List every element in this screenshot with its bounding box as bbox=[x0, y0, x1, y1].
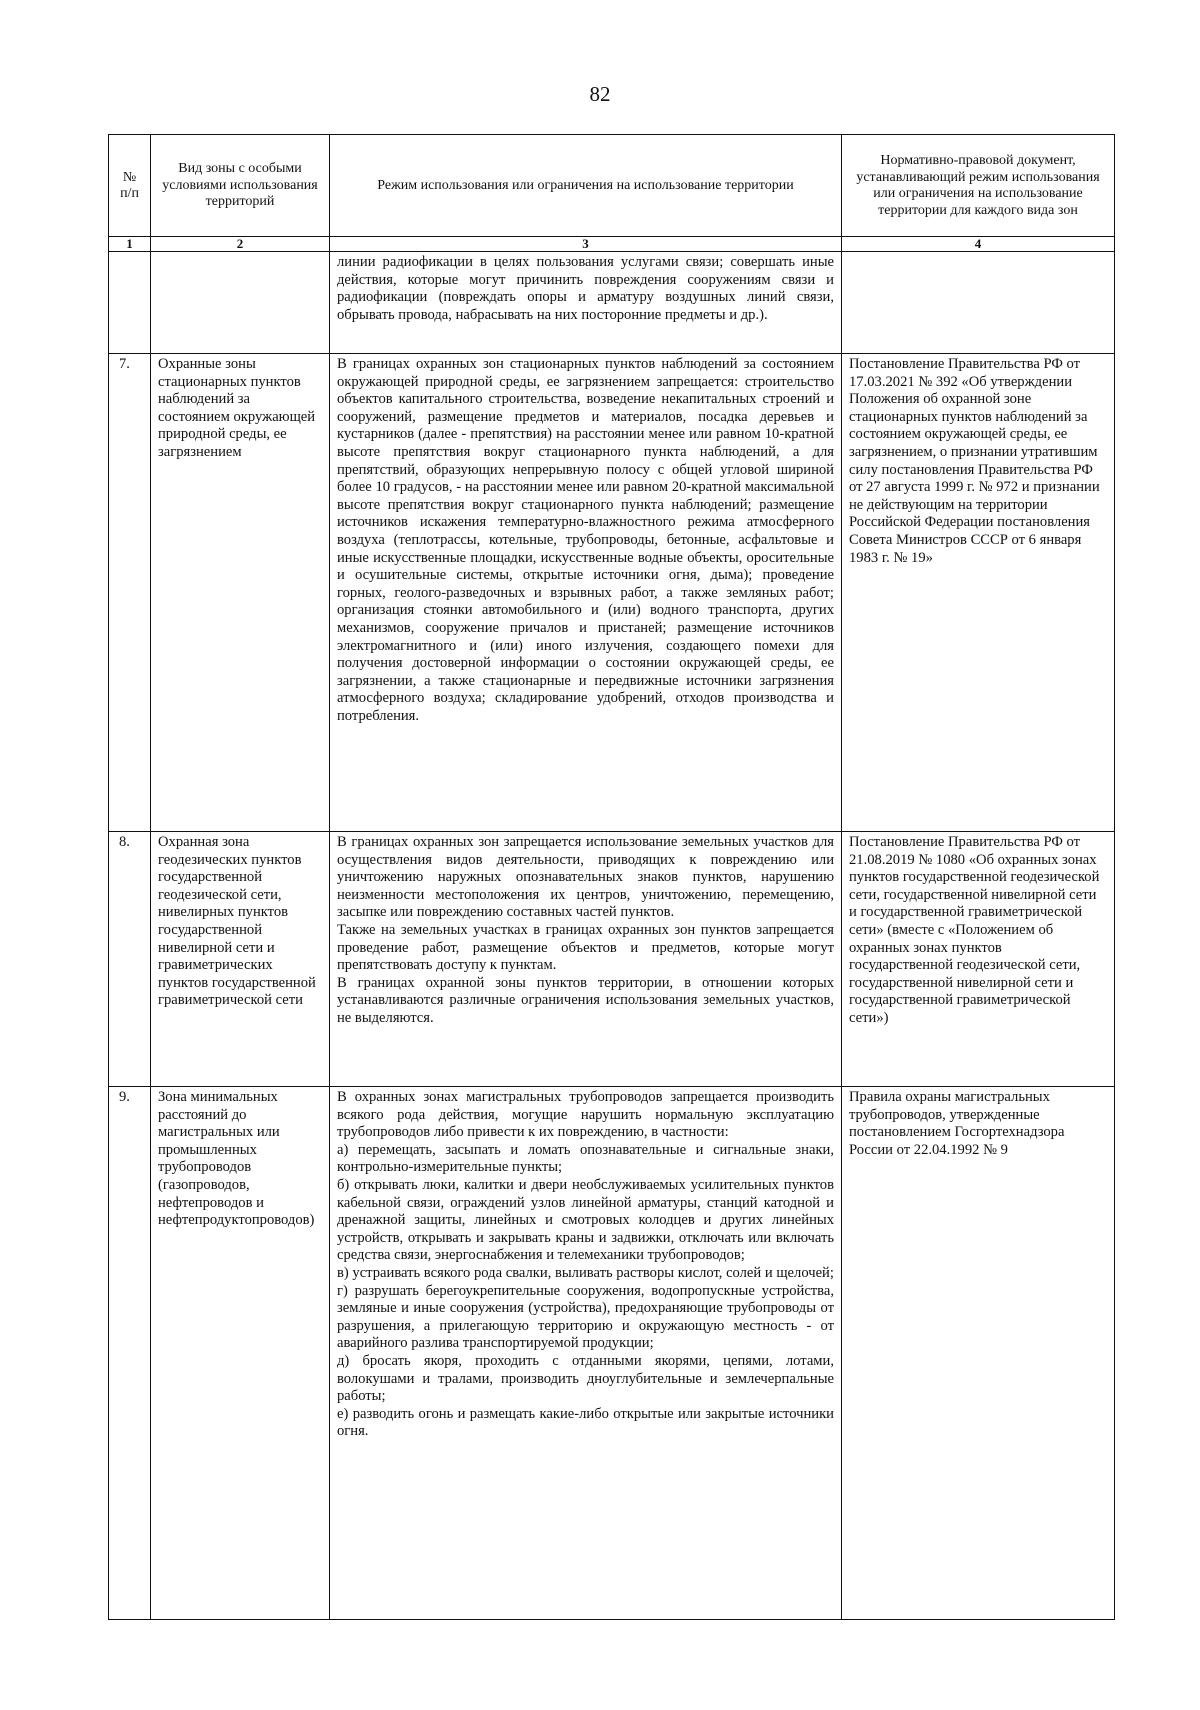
column-number: 2 bbox=[151, 237, 330, 252]
zone-type bbox=[151, 252, 330, 354]
regime-text: В охранных зонах магистральных трубопроводов запрещается производить всякого рода действия, могущие нарушить нормальную эксплуатацию трубопроводов либо привести к их повреждению, в частности: а) перемещать, засыпать и ломать опознавательные и сигнальные знаки, контрольно-измерительные пункты; б) открывать люки, калитки и двери необслуживаемых усилительных пунктов кабельной связи, ограждений узлов линейной арматуры, станций катодной и дренажной защиты, линейных и смотровых колодцев и других линейных устройств, открывать и закрывать краны и задвижки, отключать или включать средства связи, энергоснабжения и телемеханики трубопроводов; в) устраивать всякого рода свалки, выливать растворы кислот, солей и щелочей; г) разрушать берегоукрепительные сооружения, водопропускные устройства, земляные и иные сооружения (устройства), предохраняющие трубопроводы от разрушения, а прилегающую территорию и окружающую местность - от аварийного разлива транспортируемой продукции; д) бросать якоря, проходить с отданными якорями, цепями, лотами, волокушами и тралами, производить дноуглубительные и землечерпальные работы; е) разводить огонь и размещать какие-либо открытые или закрытые источники огня. bbox=[330, 1087, 842, 1620]
regime-text: В границах охранных зон запрещается использование земельных участков для осуществления видов деятельности, приводящих к повреждению или уничтожению наружных опознавательных знаков пунктов, нарушению неизменности местоположения их центров, уничтожению, перемещению, засыпке или повреждению составных частей пунктов. Также на земельных участках в границах охранных зон пунктов запрещается проведение работ, размещение объектов и предметов, которые могут препятствовать доступу к пунктам. В границах охранной зоны пунктов территории, в отношении которых устанавливаются различные ограничения использования земельных участков, не выделяются. bbox=[330, 832, 842, 1087]
page-number: 82 bbox=[589, 82, 611, 106]
table-header-row bbox=[109, 135, 1115, 237]
restrictions-table bbox=[108, 134, 1115, 1620]
header-zone-type: Вид зоны с особыми условиями использования территорий bbox=[151, 135, 330, 237]
header-regime: Режим использования или ограничения на использование территории bbox=[330, 135, 842, 237]
column-numbers-row bbox=[109, 237, 1115, 252]
legal-document: Правила охраны магистральных трубопроводов, утвержденные постановлением Госгортехнадзора России от 22.04.1992 № 9 bbox=[842, 1087, 1115, 1620]
table-row bbox=[109, 832, 1115, 1087]
column-number: 1 bbox=[109, 237, 151, 252]
zone-type: Зона минимальных расстояний до магистральных или промышленных трубопроводов (газопроводов, нефтепроводов и нефтепродуктопроводов) bbox=[151, 1087, 330, 1620]
table-row bbox=[109, 354, 1115, 832]
table-row bbox=[109, 1087, 1115, 1620]
header-number: № п/п bbox=[109, 135, 151, 237]
row-number: 7. bbox=[109, 354, 151, 832]
legal-document bbox=[842, 252, 1115, 354]
zone-type: Охранная зона геодезических пунктов государственной геодезической сети, нивелирных пунктов государственной нивелирной сети и гравиметрических пунктов государственной гравиметрической сети bbox=[151, 832, 330, 1087]
regime-text: В границах охранных зон стационарных пунктов наблюдений за состоянием окружающей природной среды, ее загрязнением запрещается: строительство объектов капитального строительства, возведение некапитальных строений и сооружений, размещение предметов и материалов, посадка деревьев и кустарников (далее - препятствия) на расстоянии менее или равном 10-кратной высоте препятствия вокруг стационарного пункта наблюдений, а для препятствий, образующих непрерывную полосу с общей угловой шириной более 10 градусов, - на расстоянии менее или равном 20-кратной максимальной высоте препятствия вокруг стационарного пункта наблюдений; размещение источников искажения температурно-влажностного режима атмосферного воздуха (теплотрассы, котельные, трубопроводы, бетонные, асфальтовые и иные искусственные площадки, искусственные водные объекты, оросительные и осушительные системы, открытые источники огня, дыма); проведение горных, геолого-разведочных и взрывных работ, а также земляных работ; организация стоянки автомобильного и (или) водного транспорта, других механизмов, сооружение причалов и пристаней; размещение источников электромагнитного и (или) иного излучения, создающего помехи для получения достоверной информации о состоянии окружающей среды, ее загрязнении, а также стационарные и передвижные источники загрязнения атмосферного воздуха; складирование удобрений, отходов производства и потребления. bbox=[330, 354, 842, 832]
zone-type: Охранные зоны стационарных пунктов наблюдений за состоянием окружающей природной среды, ее загрязнением bbox=[151, 354, 330, 832]
header-legal-document: Нормативно-правовой документ, устанавливающий режим использования или ограничения на использование территории для каждого вида зон bbox=[842, 135, 1115, 237]
column-number: 4 bbox=[842, 237, 1115, 252]
legal-document: Постановление Правительства РФ от 21.08.2019 № 1080 «Об охранных зонах пунктов государственной геодезической сети, государственной нивелирной сети и государственной гравиметрической сети» (вместе с «Положением об охранных зонах пунктов государственной геодезической сети, государственной нивелирной сети и государственной гравиметрической сети») bbox=[842, 832, 1115, 1087]
legal-document: Постановление Правительства РФ от 17.03.2021 № 392 «Об утверждении Положения об охранной зоне стационарных пунктов наблюдений за состоянием окружающей среды, ее загрязнением, о признании утратившим силу постановления Правительства РФ от 27 августа 1999 г. № 972 и признании не действующим на территории Российской Федерации постановления Совета Министров СССР от 6 января 1983 г. № 19» bbox=[842, 354, 1115, 832]
row-number: 9. bbox=[109, 1087, 151, 1620]
column-number: 3 bbox=[330, 237, 842, 252]
table-row bbox=[109, 252, 1115, 354]
row-number bbox=[109, 252, 151, 354]
row-number: 8. bbox=[109, 832, 151, 1087]
regime-text: линии радиофикации в целях пользования услугами связи; совершать иные действия, которые могут причинить повреждения сооружениям связи и радиофикации (повреждать опоры и арматуру воздушных линий связи, обрывать провода, набрасывать на них посторонние предметы и др.). bbox=[330, 252, 842, 354]
